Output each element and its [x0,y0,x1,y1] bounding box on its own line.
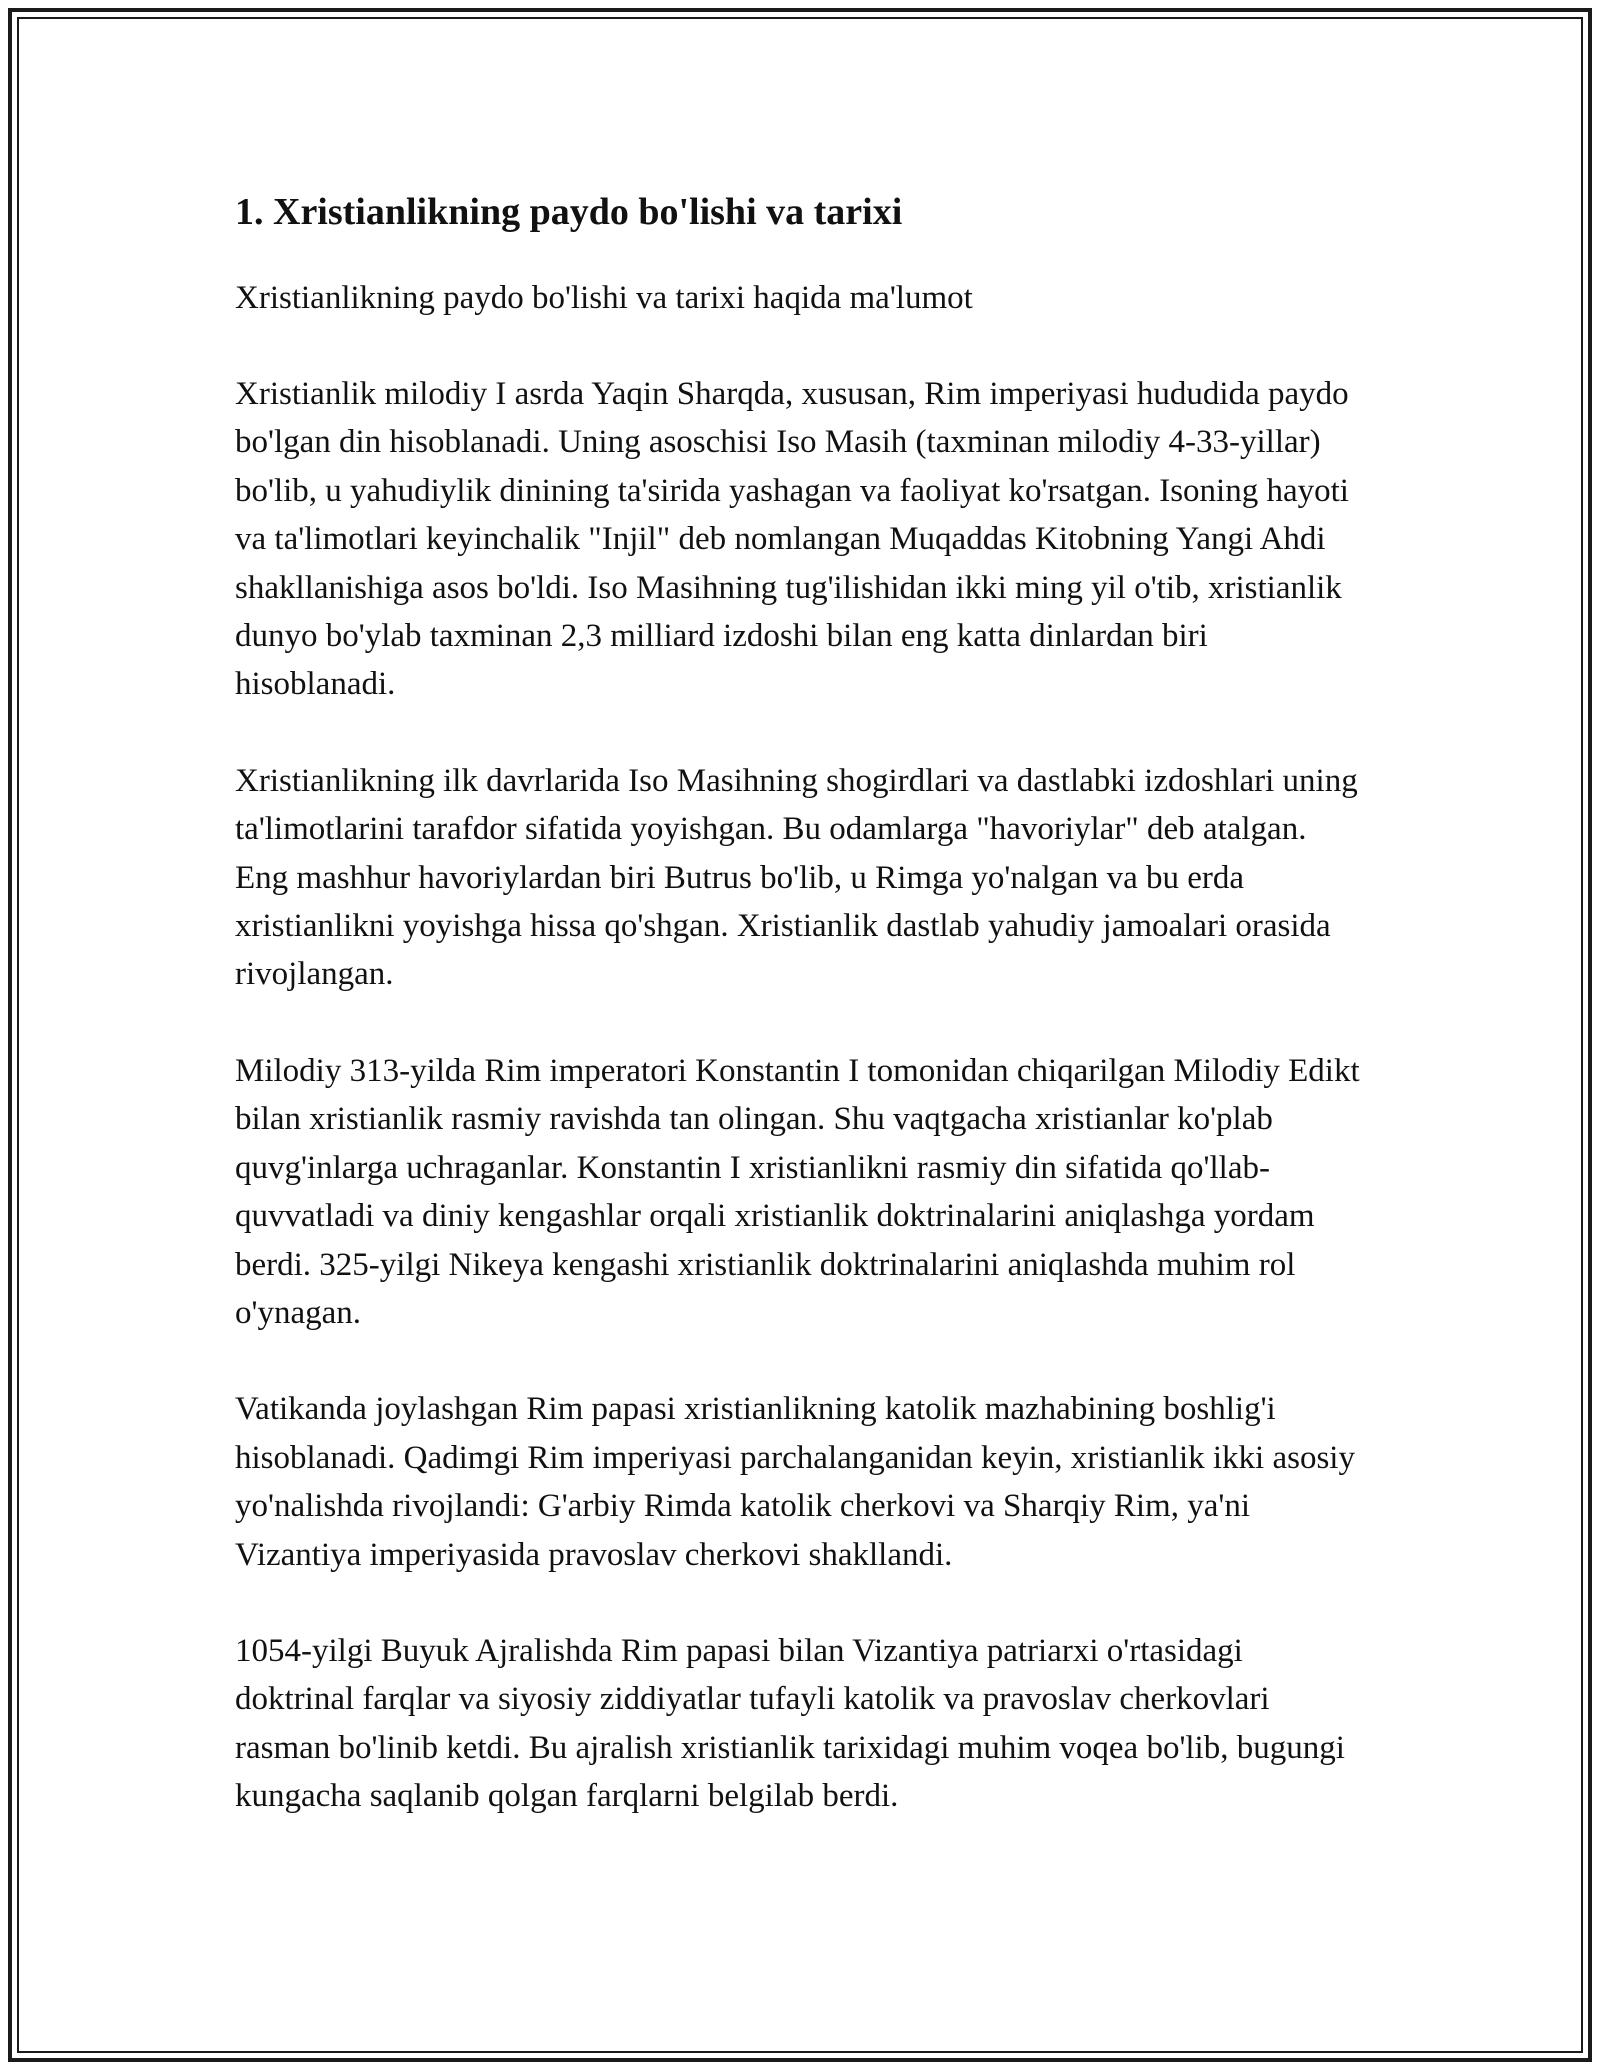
paragraph-great-schism: 1054-yilgi Buyuk Ajralishda Rim papasi bilan Vizantiya patriarxi o'rtasidagi doktrinal farqlar va siyosiy ziddiyatlar tufayli katolik va pravoslav cherkovlari rasman bo'linib ketdi. Bu ajralish xristianlik tarixidagi muhim voqea bo'lib, bugungi kungacha saqlanib qolgan farqlarni belgilab berdi. [235,1632,1345,1815]
document-title: 1. Xristianlikning paydo bo'lishi va tarixi [235,191,903,233]
document-subtitle: Xristianlikning paydo bo'lishi va tarixi haqida ma'lumot [235,280,973,316]
paragraph-apostles: Xristianlikning ilk davrlarida Iso Masihning shogirdlari va dastlabki izdoshlari uning ta'limotlarini tarafdor sifatida yoyishgan. Bu odamlarga "havoriylar" deb atalgan. Eng mashhur havoriylardan biri Butrus bo'lib, u Rimga yo'nalgan va bu erda xristianlikni yoyishga hissa qo'shgan. Xristianlik dastlab yahudiy jamoalari orasida rivojlangan. [235,762,1358,993]
paragraph-pope: Vatikanda joylashgan Rim papasi xristianlikning katolik mazhabining boshlig'i hisoblanadi. Qadimgi Rim imperiyasi parchalanganidan keyin, xristianlik ikki asosiy yo'nalishda rivojlandi: G'arbiy Rimda katolik cherkovi va Sharqiy Rim, ya'ni Vizantiya imperiyasida pravoslav cherkovi shakllandi. [235,1391,1355,1573]
document-body [235,186,1365,1869]
paragraph-origins: Xristianlik milodiy I asrda Yaqin Sharqda, xususan, Rim imperiyasi hududida paydo bo'lgan din hisoblanadi. Uning asoschisi Iso Masih (taxminan milodiy 4-33-yillar) bo'lib, u yahudiylik dinining ta'sirida yashagan va faoliyat ko'rsatgan. Isoning hayoti va ta'limotlari keyinchalik "Injil" deb nomlangan Muqaddas Kitobning Yangi Ahdi shakllanishiga asos bo'ldi. Iso Masihning tug'ilishidan ikki ming yil o'tib, xristianlik dunyo bo'ylab taxminan 2,3 milliard izdoshi bilan eng katta dinlardan biri hisoblanadi. [235,376,1349,703]
paragraph-edict: Milodiy 313-yilda Rim imperatori Konstantin I tomonidan chiqarilgan Milodiy Edikt bilan xristianlik rasmiy ravishda tan olingan. Shu vaqtgacha xristianlar ko'plab quvg'inlarga uchraganlar. Konstantin I xristianlikni rasmiy din sifatida qo'llab-quvvatladi va diniy kengashlar orqali xristianlik doktrinalarini aniqlashga yordam berdi. 325-yilgi Nikeya kengashi xristianlik doktrinalarini aniqlashda muhim rol o'ynagan. [235,1052,1360,1331]
